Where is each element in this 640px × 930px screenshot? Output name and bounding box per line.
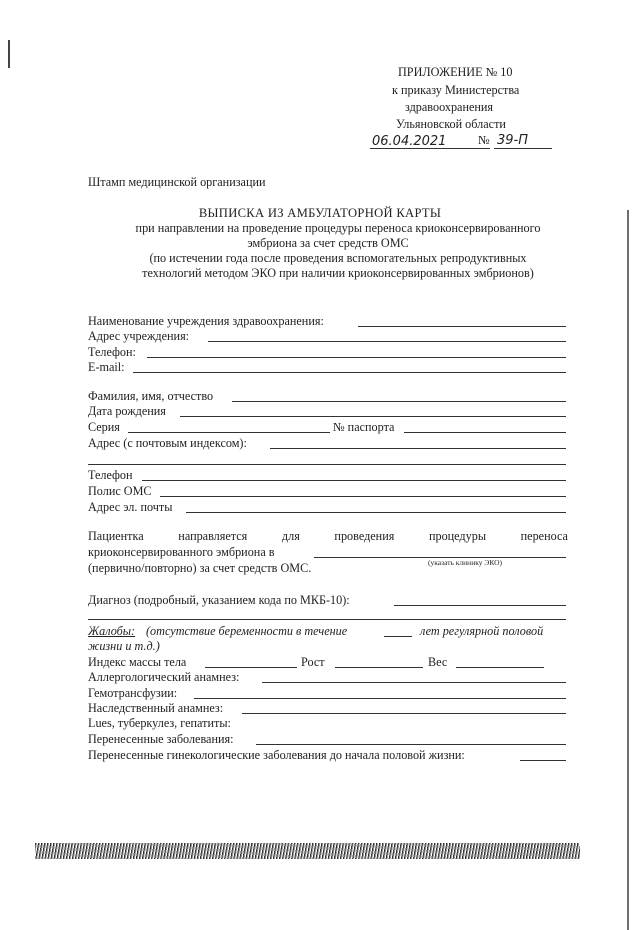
weight-label: Вес bbox=[428, 655, 448, 669]
birth-date-field[interactable] bbox=[180, 404, 566, 417]
complaints-label: Жалобы: bbox=[88, 624, 136, 638]
gyn-diseases-field[interactable] bbox=[520, 748, 566, 761]
order-number-line bbox=[494, 148, 552, 149]
referral-word: Пациентка bbox=[88, 529, 144, 543]
full-name-field[interactable] bbox=[232, 389, 566, 402]
patient-phone-field[interactable] bbox=[142, 468, 566, 481]
gyn-diseases-label: Перенесенные гинекологические заболевания до начала половой жизни: bbox=[88, 748, 465, 762]
scan-smudge bbox=[35, 843, 580, 859]
patient-email-label: Адрес эл. почты bbox=[88, 500, 173, 514]
full-name-label: Фамилия, имя, отчество bbox=[88, 389, 214, 403]
weight-field[interactable] bbox=[456, 655, 544, 668]
allergy-label: Аллергологический анамнез: bbox=[88, 670, 240, 684]
institution-name-field[interactable] bbox=[358, 314, 566, 327]
passport-number-label: № паспорта bbox=[333, 420, 395, 434]
referral-line-3: (первично/повторно) за счет средств ОМС. bbox=[88, 561, 312, 575]
institution-email-label: E-mail: bbox=[88, 360, 125, 374]
complaints-text-3: жизни и т.д.) bbox=[88, 639, 160, 653]
order-number: 39-П bbox=[497, 133, 529, 148]
bmi-field[interactable] bbox=[205, 655, 297, 668]
institution-phone-field[interactable] bbox=[147, 345, 566, 358]
document-title: ВЫПИСКА ИЗ АМБУЛАТОРНОЙ КАРТЫ bbox=[198, 206, 442, 220]
institution-phone-label: Телефон: bbox=[88, 345, 136, 359]
diagnosis-field-2[interactable] bbox=[88, 607, 566, 620]
oms-policy-label: Полис ОМС bbox=[88, 484, 152, 498]
title-subline-2: эмбриона за счет средств ОМС bbox=[247, 236, 409, 250]
complaints-text-1: (отсутствие беременности в течение bbox=[146, 624, 348, 638]
bmi-label: Индекс массы тела bbox=[88, 655, 187, 669]
referral-word: процедуры bbox=[428, 529, 487, 543]
ivf-clinic-field[interactable] bbox=[314, 545, 566, 558]
passport-series-label: Серия bbox=[88, 420, 120, 434]
diagnosis-field[interactable] bbox=[394, 593, 566, 606]
height-field[interactable] bbox=[335, 655, 423, 668]
order-date-line bbox=[370, 148, 490, 149]
order-line-3: Ульяновской области bbox=[396, 117, 506, 131]
infections-label: Lues, туберкулез, гепатиты: bbox=[88, 716, 231, 730]
order-number-label: № bbox=[478, 133, 490, 147]
title-subline-1: при направлении на проведение процедуры переноса криоконсервированного bbox=[135, 221, 541, 235]
birth-date-label: Дата рождения bbox=[88, 404, 166, 418]
home-address-field-2[interactable] bbox=[88, 452, 566, 465]
institution-address-label: Адрес учреждения: bbox=[88, 329, 190, 343]
referral-word: проведения bbox=[334, 529, 395, 543]
referral-word: направляется bbox=[178, 529, 248, 543]
oms-policy-field[interactable] bbox=[160, 484, 566, 497]
home-address-field[interactable] bbox=[270, 436, 566, 449]
transfusion-label: Гемотрансфузии: bbox=[88, 686, 178, 700]
institution-address-field[interactable] bbox=[208, 329, 566, 342]
home-address-label: Адрес (с почтовым индексом): bbox=[88, 436, 247, 450]
patient-phone-label: Телефон bbox=[88, 468, 133, 482]
institution-name-label: Наименование учреждения здравоохранения: bbox=[88, 314, 324, 328]
diagnosis-label: Диагноз (подробный, указанием кода по МКБ-10): bbox=[88, 593, 350, 607]
passport-series-field[interactable] bbox=[128, 420, 330, 433]
order-line-2: здравоохранения bbox=[405, 100, 494, 114]
allergy-field[interactable] bbox=[262, 670, 566, 683]
transfusion-field[interactable] bbox=[194, 686, 566, 699]
heredity-label: Наследственный анамнез: bbox=[88, 701, 224, 715]
referral-line-2: криоконсервированного эмбриона в bbox=[88, 545, 275, 559]
scan-edge-mark bbox=[8, 40, 10, 68]
referral-word: переноса bbox=[520, 529, 568, 543]
appendix-heading: ПРИЛОЖЕНИЕ № 10 bbox=[398, 65, 513, 79]
ivf-clinic-hint: (указать клинику ЭКО) bbox=[428, 558, 503, 567]
order-line-1: к приказу Министерства bbox=[392, 83, 520, 97]
patient-email-field[interactable] bbox=[186, 500, 566, 513]
order-date: 06.04.2021 bbox=[372, 134, 447, 149]
passport-number-field[interactable] bbox=[404, 420, 566, 433]
complaints-years-field[interactable] bbox=[384, 624, 412, 637]
height-label: Рост bbox=[301, 655, 325, 669]
complaints-text-2: лет регулярной половой bbox=[420, 624, 544, 638]
past-diseases-field[interactable] bbox=[256, 732, 566, 745]
title-subline-4: технологий методом ЭКО при наличии криоконсервированных эмбрионов) bbox=[142, 266, 534, 280]
referral-line-1 bbox=[88, 529, 568, 544]
referral-word: для bbox=[281, 529, 300, 543]
heredity-field[interactable] bbox=[242, 701, 566, 714]
scan-edge-mark bbox=[627, 210, 629, 930]
past-diseases-label: Перенесенные заболевания: bbox=[88, 732, 234, 746]
institution-email-field[interactable] bbox=[133, 360, 566, 373]
stamp-label: Штамп медицинской организации bbox=[88, 175, 266, 189]
title-subline-3: (по истечении года после проведения вспомогательных репродуктивных bbox=[149, 251, 527, 265]
